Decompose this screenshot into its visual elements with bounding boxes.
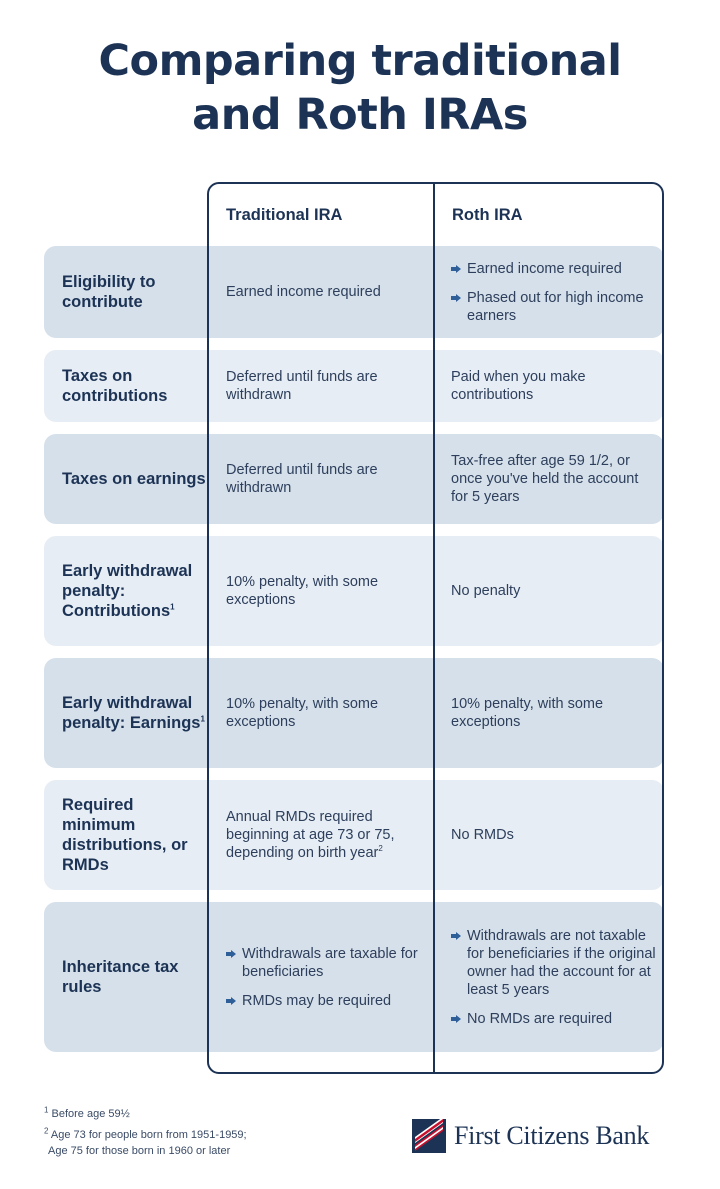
- bullet-item: [226, 992, 431, 1010]
- table-row-eligibility: [44, 246, 664, 338]
- column-header-roth: Roth IRA: [452, 206, 523, 224]
- table-row-taxes-earnings: [44, 434, 664, 524]
- row-label: [62, 536, 207, 646]
- traditional-cell: [226, 350, 431, 422]
- footnote-ref: 1: [200, 714, 205, 724]
- roth-cell: [451, 536, 656, 646]
- row-label: Taxes on earnings: [62, 470, 206, 488]
- row-label: Eligibility to contribute: [62, 273, 156, 311]
- cell-text: No penalty: [451, 583, 521, 599]
- logo-text: First Citizens Bank: [454, 1121, 650, 1150]
- roth-cell: [451, 246, 656, 338]
- comparison-table: [44, 182, 664, 1074]
- title-line-1: Comparing traditional: [98, 36, 622, 86]
- cell-text: 10% penalty, with some exceptions: [451, 696, 604, 730]
- table-row-early-withdrawal-contributions: [44, 536, 664, 646]
- traditional-cell: [226, 246, 431, 338]
- roth-cell: [451, 658, 656, 768]
- arrow-bullet-icon: [451, 932, 461, 940]
- roth-cell: [451, 350, 656, 422]
- table-row-inheritance: [44, 902, 664, 1052]
- footnote-text: Age 73 for people born from 1951-1959;: [50, 1129, 247, 1141]
- footnote-text: Age 75 for those born in 1960 or later: [48, 1145, 231, 1157]
- bullet-text: RMDs may be required: [242, 992, 392, 1009]
- page-title: [0, 34, 720, 142]
- roth-cell: [451, 434, 656, 524]
- cell-text: Annual RMDs required beginning at age 73 or 75, depending on birth year: [226, 809, 395, 861]
- arrow-bullet-icon: [226, 997, 236, 1005]
- bullet-text: Withdrawals are not taxable for beneficiaries if the original owner had the account for at least 5 years: [467, 927, 656, 998]
- footnote-ref: 2: [378, 844, 383, 854]
- bullet-item: [451, 260, 656, 278]
- footnote-ref: 1: [170, 602, 175, 612]
- bullet-text: Earned income required: [467, 260, 622, 277]
- traditional-cell: [226, 434, 431, 524]
- table-row-early-withdrawal-earnings: [44, 658, 664, 768]
- footnote-mark: 1: [44, 1105, 49, 1115]
- arrow-bullet-icon: [451, 1015, 461, 1023]
- cell-text: Deferred until funds are withdrawn: [226, 462, 378, 496]
- cell-text: No RMDs: [451, 827, 514, 843]
- footnote-1: [44, 1106, 247, 1122]
- arrow-bullet-icon: [226, 950, 236, 958]
- table-row-taxes-contributions: [44, 350, 664, 422]
- bullet-text: Withdrawals are taxable for beneficiaries: [242, 945, 418, 980]
- roth-cell: [451, 780, 656, 890]
- traditional-cell: [226, 780, 431, 890]
- footnote-mark: 2: [44, 1126, 49, 1136]
- footnotes: [44, 1106, 247, 1164]
- cell-text: Paid when you make contributions: [451, 369, 586, 403]
- bank-flag-icon: [412, 1119, 446, 1153]
- traditional-cell: [226, 536, 431, 646]
- bullet-text: Phased out for high income earners: [467, 289, 644, 324]
- table-row-rmds: [44, 780, 664, 890]
- cell-text: 10% penalty, with some exceptions: [226, 574, 379, 608]
- row-label: Inheritance tax rules: [62, 958, 179, 996]
- row-label-text: Early withdrawal penalty: Contributions: [62, 562, 193, 620]
- cell-text: Deferred until funds are withdrawn: [226, 369, 378, 403]
- bullet-item: [451, 927, 656, 999]
- bullet-text: No RMDs are required: [467, 1010, 613, 1027]
- row-label: [62, 658, 207, 768]
- traditional-cell: [226, 658, 431, 768]
- cell-text: Earned income required: [226, 284, 381, 300]
- row-label-text: Early withdrawal penalty: Earnings: [62, 694, 201, 732]
- first-citizens-logo: [412, 1119, 649, 1153]
- cell-text: 10% penalty, with some exceptions: [226, 696, 379, 730]
- title-line-2: and Roth IRAs: [192, 90, 528, 140]
- bullet-item: [451, 1010, 656, 1028]
- row-label: Required minimum distributions, or RMDs: [62, 796, 188, 874]
- footnote-2: [44, 1127, 247, 1159]
- bullet-item: [451, 289, 656, 325]
- arrow-bullet-icon: [451, 265, 461, 273]
- column-header-traditional: Traditional IRA: [226, 206, 343, 224]
- roth-cell: [451, 902, 656, 1052]
- traditional-cell: [226, 902, 431, 1052]
- bullet-item: [226, 945, 431, 981]
- arrow-bullet-icon: [451, 294, 461, 302]
- cell-text: Tax-free after age 59 1/2, or once you've held the account for 5 years: [451, 453, 639, 505]
- footnote-text: Before age 59½: [51, 1108, 130, 1120]
- row-label: Taxes on contributions: [62, 367, 168, 405]
- column-divider: [433, 182, 435, 1074]
